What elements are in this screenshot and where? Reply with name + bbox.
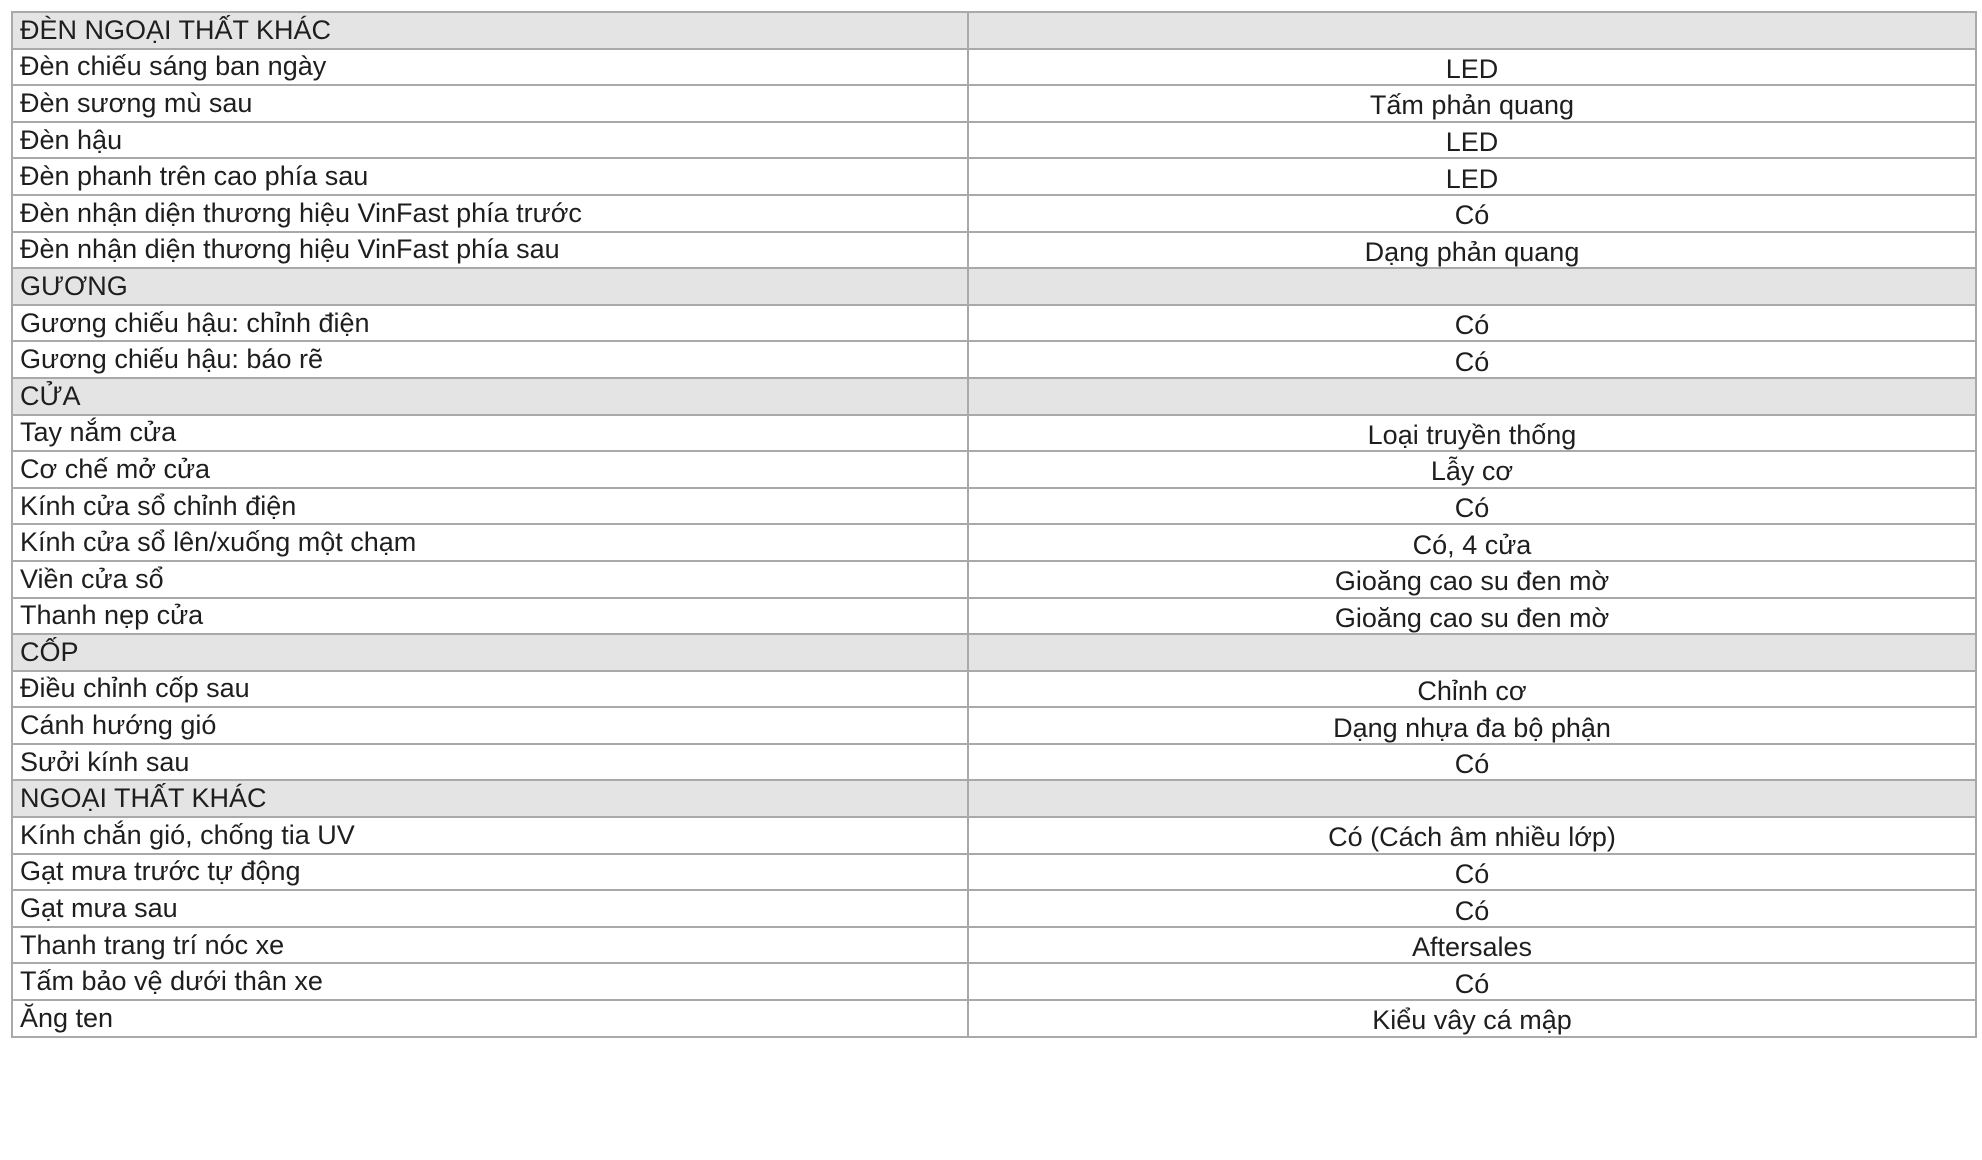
- spec-value: Có: [968, 488, 1976, 525]
- spec-label: Kính chắn gió, chống tia UV: [12, 817, 968, 854]
- spec-label: Thanh nẹp cửa: [12, 598, 968, 635]
- section-title: CỬA: [12, 378, 968, 415]
- section-header-row: [12, 12, 1976, 49]
- table-row: [12, 671, 1976, 708]
- spec-value: Dạng phản quang: [968, 232, 1976, 269]
- section-title: NGOẠI THẤT KHÁC: [12, 780, 968, 817]
- section-value-empty: [968, 12, 1976, 49]
- spec-label: Gạt mưa sau: [12, 890, 968, 927]
- section-title: GƯƠNG: [12, 268, 968, 305]
- table-row: [12, 854, 1976, 891]
- table-row: [12, 158, 1976, 195]
- spec-label: Tay nắm cửa: [12, 415, 968, 452]
- table-row: [12, 598, 1976, 635]
- table-row: [12, 927, 1976, 964]
- spec-label: Kính cửa sổ chỉnh điện: [12, 488, 968, 525]
- table-row: [12, 341, 1976, 378]
- table-row: [12, 524, 1976, 561]
- spec-table-body: [12, 12, 1976, 1037]
- section-title: CỐP: [12, 634, 968, 671]
- spec-label: Tấm bảo vệ dưới thân xe: [12, 963, 968, 1000]
- table-row: [12, 451, 1976, 488]
- spec-value: Gioăng cao su đen mờ: [968, 561, 1976, 598]
- spec-label: Đèn nhận diện thương hiệu VinFast phía trước: [12, 195, 968, 232]
- table-row: [12, 963, 1976, 1000]
- spec-value: LED: [968, 122, 1976, 159]
- spec-label: Kính cửa sổ lên/xuống một chạm: [12, 524, 968, 561]
- spec-label: Gạt mưa trước tự động: [12, 854, 968, 891]
- spec-label: Sưởi kính sau: [12, 744, 968, 781]
- spec-value: Loại truyền thống: [968, 415, 1976, 452]
- spec-label: Thanh trang trí nóc xe: [12, 927, 968, 964]
- spec-value: Có: [968, 305, 1976, 342]
- spec-value: Gioăng cao su đen mờ: [968, 598, 1976, 635]
- spec-label: Điều chỉnh cốp sau: [12, 671, 968, 708]
- spec-value: Có: [968, 854, 1976, 891]
- spec-table: [11, 11, 1977, 1038]
- section-header-row: [12, 780, 1976, 817]
- table-row: [12, 488, 1976, 525]
- table-row: [12, 305, 1976, 342]
- table-row: [12, 122, 1976, 159]
- section-value-empty: [968, 780, 1976, 817]
- section-value-empty: [968, 634, 1976, 671]
- spec-label: Ăng ten: [12, 1000, 968, 1037]
- table-row: [12, 49, 1976, 86]
- section-value-empty: [968, 378, 1976, 415]
- table-row: [12, 85, 1976, 122]
- table-row: [12, 561, 1976, 598]
- section-header-row: [12, 378, 1976, 415]
- table-row: [12, 817, 1976, 854]
- table-row: [12, 707, 1976, 744]
- spec-label: Viền cửa sổ: [12, 561, 968, 598]
- spec-label: Gương chiếu hậu: chỉnh điện: [12, 305, 968, 342]
- spec-value: Aftersales: [968, 927, 1976, 964]
- table-row: [12, 415, 1976, 452]
- spec-value: Chỉnh cơ: [968, 671, 1976, 708]
- table-row: [12, 195, 1976, 232]
- spec-label: Đèn chiếu sáng ban ngày: [12, 49, 968, 86]
- spec-value: Có: [968, 890, 1976, 927]
- spec-value: Có: [968, 195, 1976, 232]
- section-title: ĐÈN NGOẠI THẤT KHÁC: [12, 12, 968, 49]
- spec-value: Kiểu vây cá mập: [968, 1000, 1976, 1037]
- spec-value: Lẫy cơ: [968, 451, 1976, 488]
- spec-value: Dạng nhựa đa bộ phận: [968, 707, 1976, 744]
- section-header-row: [12, 634, 1976, 671]
- spec-label: Đèn sương mù sau: [12, 85, 968, 122]
- spec-label: Gương chiếu hậu: báo rẽ: [12, 341, 968, 378]
- table-row: [12, 744, 1976, 781]
- spec-label: Đèn nhận diện thương hiệu VinFast phía sau: [12, 232, 968, 269]
- section-header-row: [12, 268, 1976, 305]
- spec-value: Có (Cách âm nhiều lớp): [968, 817, 1976, 854]
- spec-label: Cơ chế mở cửa: [12, 451, 968, 488]
- section-value-empty: [968, 268, 1976, 305]
- spec-value: Có, 4 cửa: [968, 524, 1976, 561]
- spec-value: Có: [968, 744, 1976, 781]
- spec-value: Tấm phản quang: [968, 85, 1976, 122]
- spec-label: Cánh hướng gió: [12, 707, 968, 744]
- spec-value: Có: [968, 963, 1976, 1000]
- spec-value: Có: [968, 341, 1976, 378]
- spec-value: LED: [968, 49, 1976, 86]
- spec-value: LED: [968, 158, 1976, 195]
- spec-label: Đèn phanh trên cao phía sau: [12, 158, 968, 195]
- spec-label: Đèn hậu: [12, 122, 968, 159]
- table-row: [12, 1000, 1976, 1037]
- table-row: [12, 890, 1976, 927]
- table-row: [12, 232, 1976, 269]
